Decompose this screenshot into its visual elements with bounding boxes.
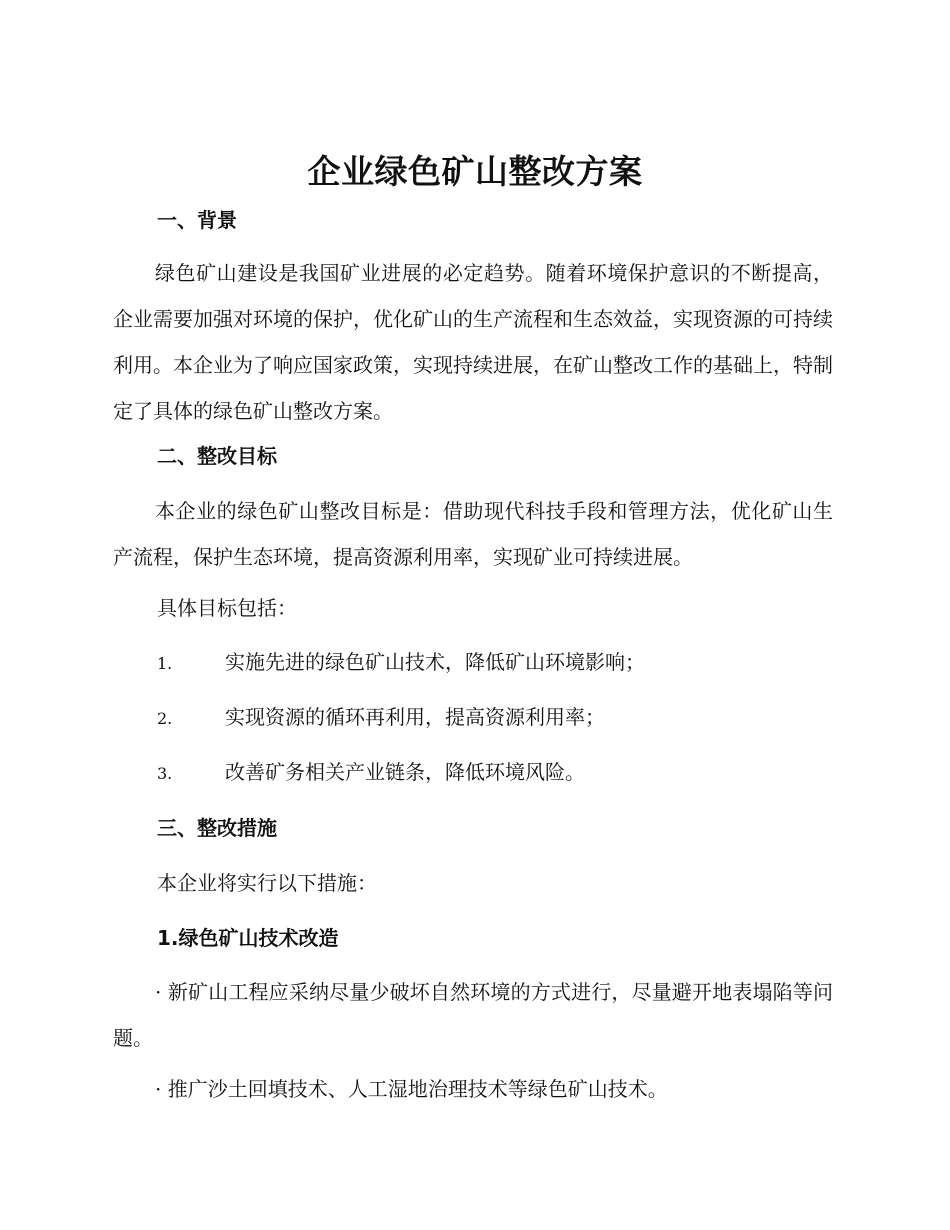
background-paragraph: 绿色矿山建设是我国矿业进展的必定趋势。随着环境保护意识的不断提高，企业需要加强对环境的保护，优化矿山的生产流程和生态效益，实现资源的可持续利用。本企业为了响应国家政策，实现持续进展，在矿山整改工作的基础上，特制定了具体的绿色矿山整改方案。 (113, 261, 833, 423)
list-item-text: 实施先进的绿色矿山技术，降低矿山环境影响； (225, 650, 645, 674)
section-heading-measures: 三、整改措施 (157, 816, 277, 840)
subheading-green-tech: 1.绿色矿山技术改造 (157, 926, 339, 950)
list-item-text: 实现资源的循环再利用，提高资源利用率； (225, 705, 605, 729)
list-item-number: 3. (157, 764, 173, 783)
measures-intro: 本企业将实行以下措施： (157, 871, 377, 895)
goals-intro: 具体目标包括： (157, 596, 297, 620)
section-heading-background: 一、背景 (157, 208, 237, 232)
list-item-number: 1. (157, 654, 173, 673)
document-title: 企业绿色矿山整改方案 (307, 152, 643, 191)
bullet-paragraph: · 推广沙土回填技术、人工湿地治理技术等绿色矿山技术。 (155, 1077, 668, 1101)
list-item-text: 改善矿务相关产业链条，降低环境风险。 (225, 760, 585, 784)
goals-paragraph: 本企业的绿色矿山整改目标是：借助现代科技手段和管理方法，优化矿山生产流程，保护生态环境，提高资源利用率，实现矿业可持续进展。 (113, 499, 833, 569)
bullet-paragraph: · 新矿山工程应采纳尽量少破坏自然环境的方式进行，尽量避开地表塌陷等问题。 (113, 980, 833, 1050)
list-item-number: 2. (157, 709, 173, 728)
section-heading-goals: 二、整改目标 (157, 444, 277, 468)
